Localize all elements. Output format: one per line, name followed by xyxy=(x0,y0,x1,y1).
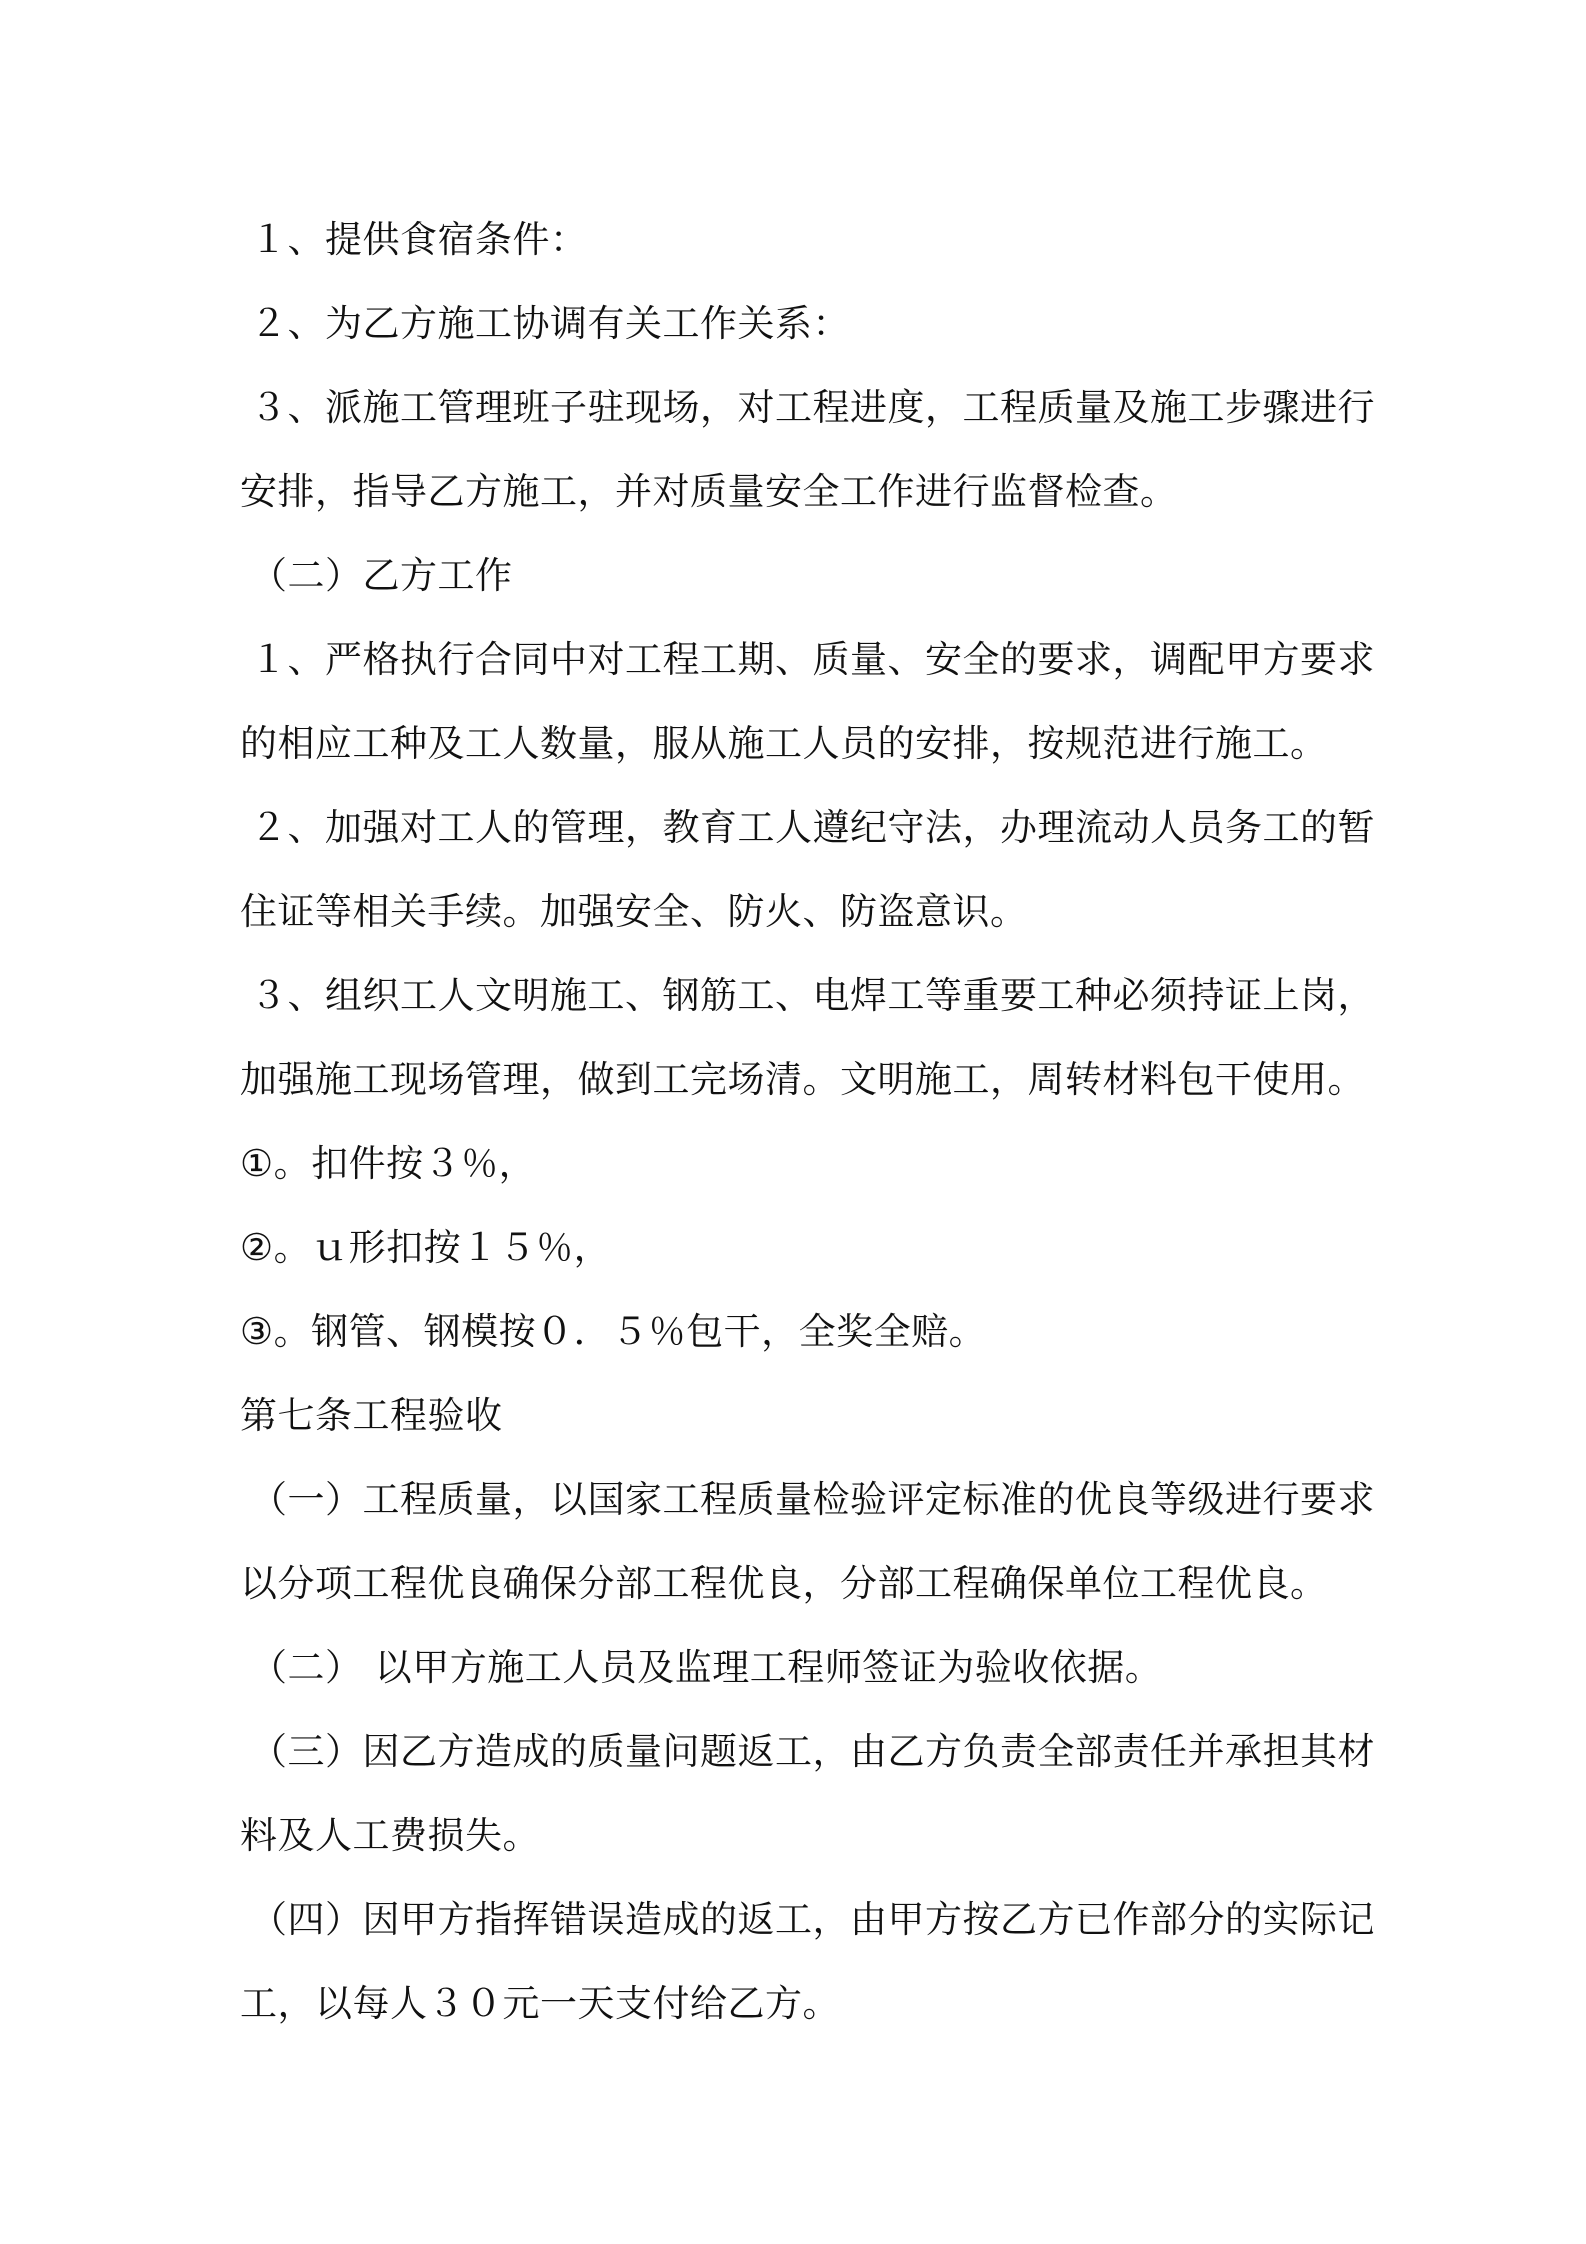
text-line: （四）因甲方指挥错误造成的返工，由甲方按乙方已作部分的实际记 xyxy=(250,1898,1375,1941)
text-line: （一）工程质量，以国家工程质量检验评定标准的优良等级进行要求 xyxy=(250,1478,1375,1521)
text-line: 住证等相关手续。加强安全、防火、防盗意识。 xyxy=(240,890,1028,933)
text-line: 以分项工程优良确保分部工程优良，分部工程确保单位工程优良。 xyxy=(240,1562,1328,1605)
text-line: 安排，指导乙方施工，并对质量安全工作进行监督检查。 xyxy=(240,470,1178,513)
text-line: 工，以每人３０元一天支付给乙方。 xyxy=(240,1982,840,2025)
text-line: （三）因乙方造成的质量问题返工，由乙方负责全部责任并承担其材 xyxy=(250,1730,1375,1773)
list-item: ②。ｕ形扣按１５％， xyxy=(240,1226,612,1269)
text-line: （二） 以甲方施工人员及监理工程师签证为验收依据。 xyxy=(250,1646,1163,1689)
text-line: 料及人工费损失。 xyxy=(240,1814,540,1857)
text-line: 的相应工种及工人数量，服从施工人员的安排，按规范进行施工。 xyxy=(240,722,1328,765)
text-line: ２、加强对工人的管理，教育工人遵纪守法，办理流动人员务工的暂 xyxy=(250,806,1375,849)
list-item: ③。钢管、钢模按０．５％包干，全奖全赔。 xyxy=(240,1310,987,1353)
article-heading: 第七条工程验收 xyxy=(240,1394,503,1437)
text-line: ３、派施工管理班子驻现场，对工程进度，工程质量及施工步骤进行 xyxy=(250,386,1375,429)
document-body xyxy=(240,198,1375,2046)
list-item: ①。扣件按３％， xyxy=(240,1142,537,1185)
text-line: ３、组织工人文明施工、钢筋工、电焊工等重要工种必须持证上岗， xyxy=(250,974,1375,1017)
text-line: １、提供食宿条件： xyxy=(250,218,588,261)
text-line: 加强施工现场管理，做到工完场清。文明施工，周转材料包干使用。 xyxy=(240,1058,1365,1101)
text-line: ２、为乙方施工协调有关工作关系： xyxy=(250,302,850,345)
text-line: １、严格执行合同中对工程工期、质量、安全的要求，调配甲方要求 xyxy=(250,638,1375,681)
section-heading: （二）乙方工作 xyxy=(250,554,513,597)
